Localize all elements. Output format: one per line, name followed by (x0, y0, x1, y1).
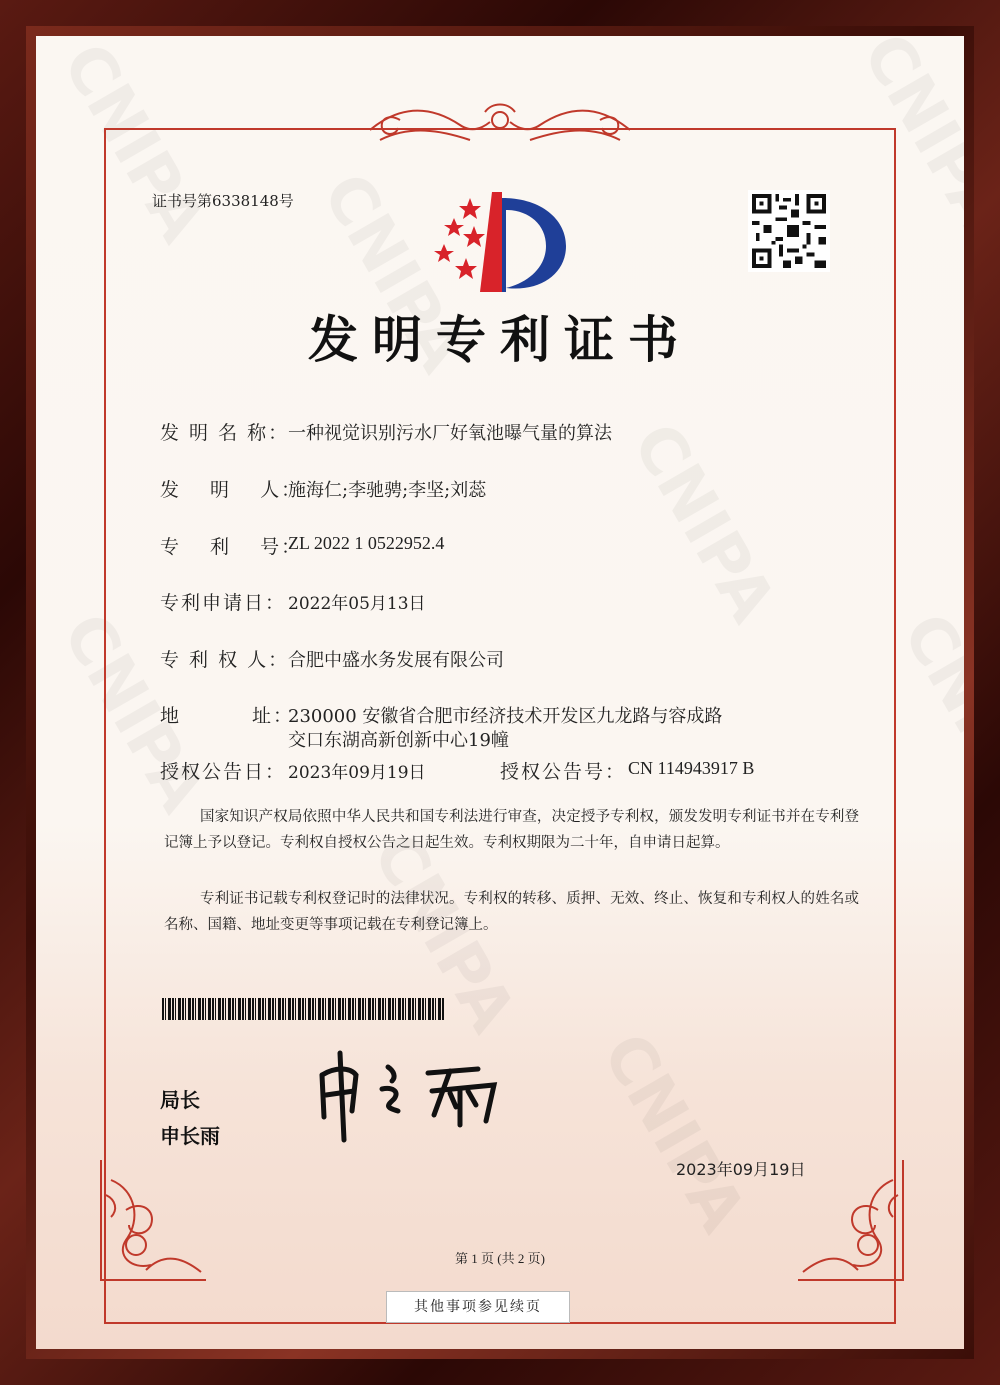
see-continuation-note: 其他事项参见续页 (386, 1291, 570, 1323)
inventors-label: 发 明 人： (160, 479, 303, 501)
certificate-number: 证书号第6338148号 (152, 192, 294, 210)
cnipa-logo (430, 188, 575, 298)
handwritten-signature (310, 1045, 520, 1145)
watermark (888, 601, 964, 824)
address-label: 地 址： (160, 705, 295, 727)
inventors-value: 施海仁;李驰骋;李坚;刘蕊 (288, 480, 487, 501)
grant-number-value: CN 114943917 B (628, 758, 755, 778)
application-date-value: 2022年05月13日 (288, 594, 426, 614)
grant-date-label: 授权公告日： (160, 761, 287, 783)
bottom-left-ornament (96, 1150, 216, 1290)
certificate-title: 发明专利证书 (308, 311, 692, 369)
grant-date-value: 2023年09月19日 (288, 763, 426, 783)
patentee-value: 合肥中盛水务发展有限公司 (288, 650, 504, 671)
invention-name-label: 发 明 名 称： (160, 422, 290, 444)
legal-paragraph-1: 国家知识产权局依照中华人民共和国专利法进行审查，决定授予专利权，颁发发明专利证书并在专利登记簿上予以登记。专利权自授权公告之日起生效。专利权期限为二十年，自申请日起算。 (164, 809, 859, 851)
address-line-1: 230000 安徽省合肥市经济技术开发区九龙路与容成路 (288, 706, 723, 727)
grant-number-label: 授权公告号： (500, 761, 627, 783)
application-date-label: 专利申请日： (160, 592, 287, 614)
qr-code (748, 190, 830, 272)
signature-name: 申长雨 (160, 1124, 220, 1148)
bottom-right-ornament (788, 1150, 908, 1290)
page-number: 第 1 页 (共 2 页) (455, 1251, 545, 1266)
invention-name-value: 一种视觉识别污水厂好氧池曝气量的算法 (288, 423, 612, 444)
signature-title: 局长 (160, 1088, 200, 1112)
patentee-label: 专 利 权 人： (160, 649, 290, 671)
issue-date: 2023年09月19日 (676, 1160, 806, 1179)
top-ornament (360, 100, 640, 152)
patent-number-value: ZL 2022 1 0522952.4 (288, 533, 445, 553)
barcode (162, 998, 445, 1020)
address-line-2: 交口东湖高新创新中心19幢 (288, 730, 509, 751)
legal-paragraph-2: 专利证书记载专利权登记时的法律状况。专利权的转移、质押、无效、终止、恢复和专利权人的姓名或名称、国籍、地址变更等事项记载在专利登记簿上。 (164, 891, 859, 933)
patent-number-label: 专 利 号： (160, 536, 303, 558)
